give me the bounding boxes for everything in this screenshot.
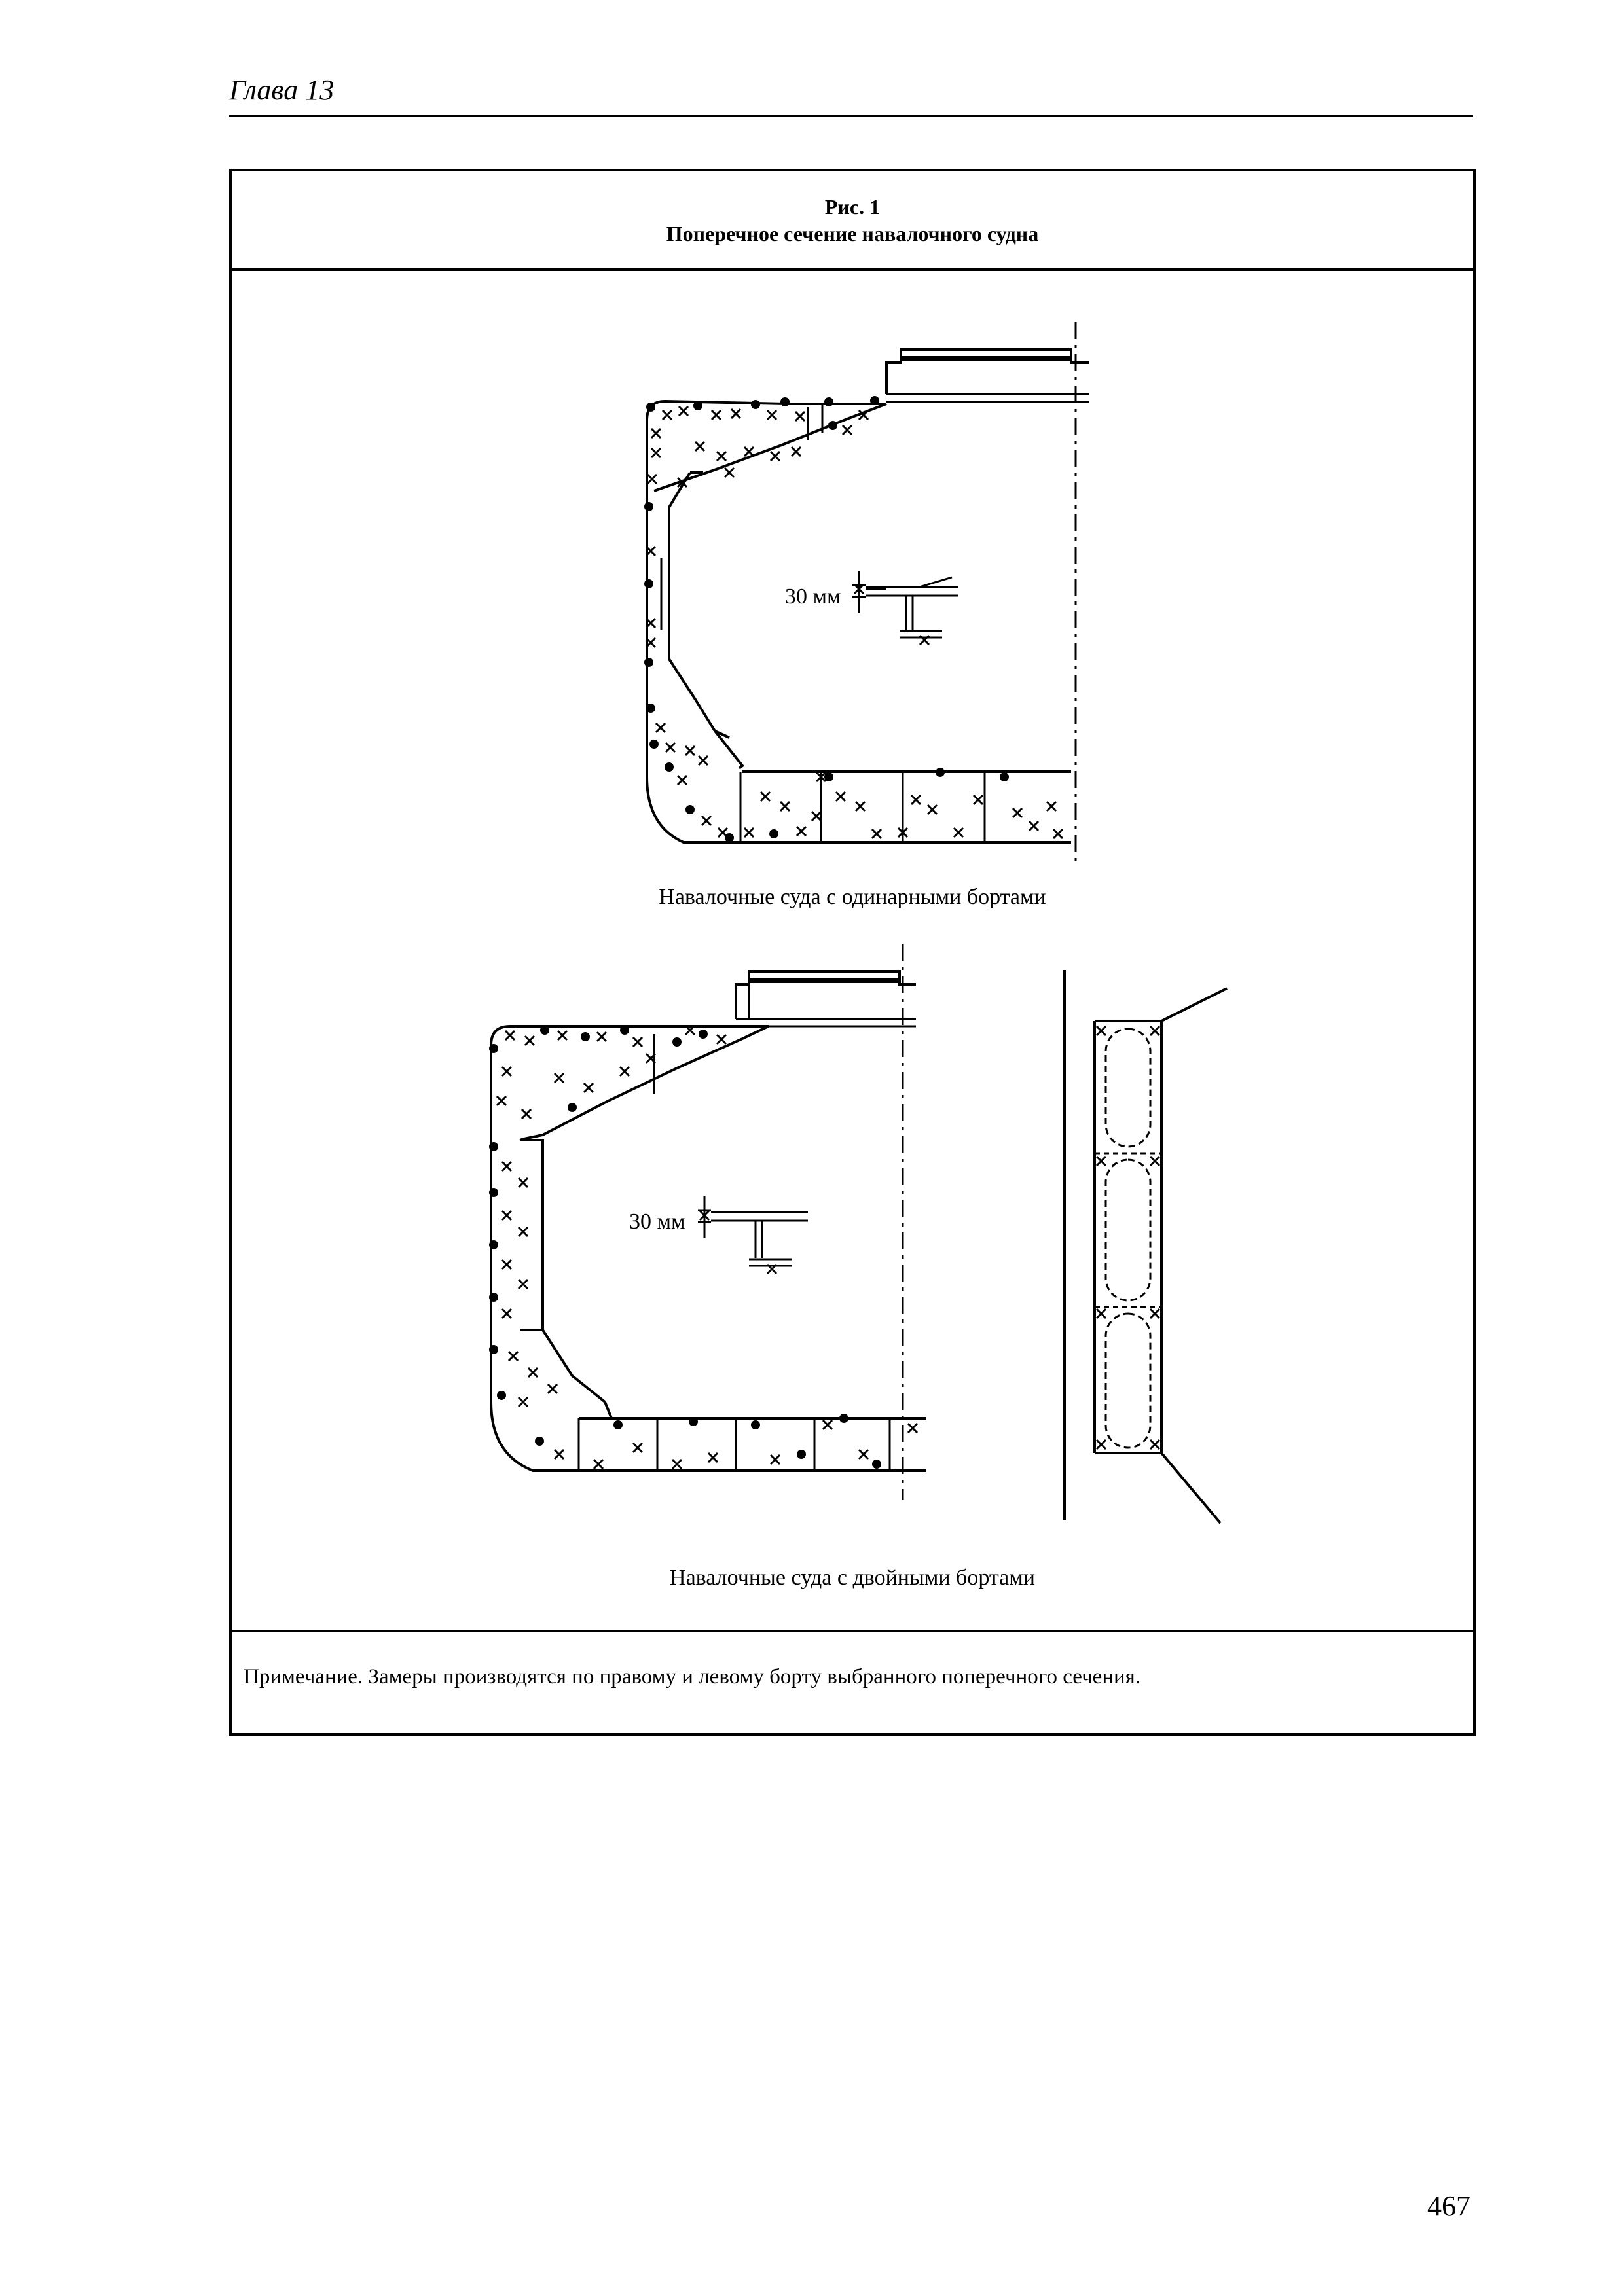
double-side-caption: Навалочные суда с двойными бортами [670,1566,1035,1590]
page-number: 467 [1427,2190,1470,2222]
figure-title: Поперечное сечение навалочного судна [666,222,1039,245]
note-text: Примечание. Замеры производятся по правому и левому борту выбранного поперечного сечения. [244,1665,1141,1689]
running-head-chapter: Глава 13 [229,74,335,106]
figure-number: Рис. 1 [824,195,881,219]
single-side-dimension-label: 30 мм [785,584,841,609]
note-block [232,1630,1473,1733]
side-elevation-view [1065,970,1227,1523]
double-side-weld-marks [489,1026,917,1469]
single-side-weld-marks [644,396,1063,842]
single-side-cross-section [647,322,1089,865]
single-side-caption: Навалочные суда с одинарными бортами [659,885,1046,909]
double-side-dimension-label: 30 мм [629,1210,685,1234]
double-side-detail [698,1196,808,1274]
header-rule [229,115,1473,117]
single-side-detail [852,571,958,645]
figure-frame [229,169,1476,1736]
